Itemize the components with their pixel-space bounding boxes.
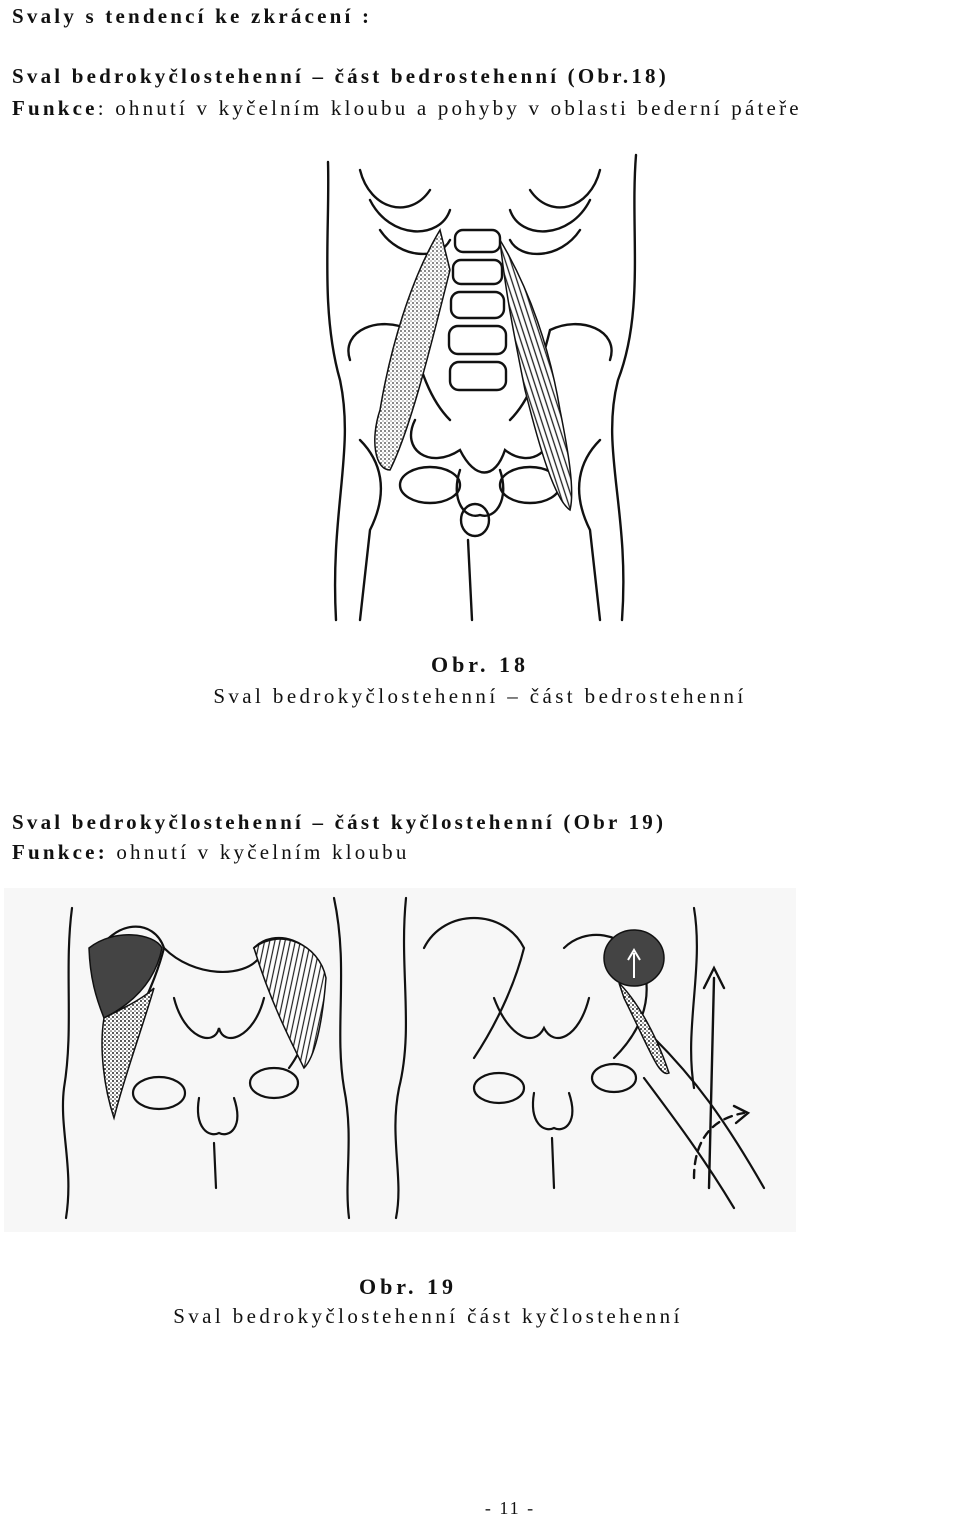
- figure-18-caption: Sval bedrokyčlostehenní – část bedrostehenní: [213, 684, 747, 708]
- figure-19-number: Obr. 19: [358, 1274, 458, 1299]
- section1-title: Sval bedrokyčlostehenní – část bedrostehenní (Obr.18): [12, 64, 669, 88]
- section1-function-text: : ohnutí v kyčelním kloubu a pohyby v oblasti bederní páteře: [97, 96, 802, 120]
- page-heading: Svaly s tendencí ke zkrácení :: [12, 4, 373, 28]
- figure-18-illustration: [300, 150, 660, 630]
- section1-function: [12, 96, 802, 120]
- section2-title: Sval bedrokyčlostehenní – část kyčlostehenní (Obr 19): [12, 810, 667, 834]
- figure-18-number: Obr. 18: [430, 652, 530, 677]
- section2-function-label: Funkce:: [12, 840, 108, 864]
- figure-19-caption: Sval bedrokyčlostehenní část kyčlostehenní: [173, 1304, 683, 1328]
- page-number: - 11 -: [484, 1498, 536, 1518]
- section1-function-label: Funkce: [12, 96, 98, 120]
- section2-function-text: ohnutí v kyčelním kloubu: [107, 840, 410, 864]
- figure-19-illustration: [4, 888, 796, 1232]
- section2-function: [12, 840, 410, 864]
